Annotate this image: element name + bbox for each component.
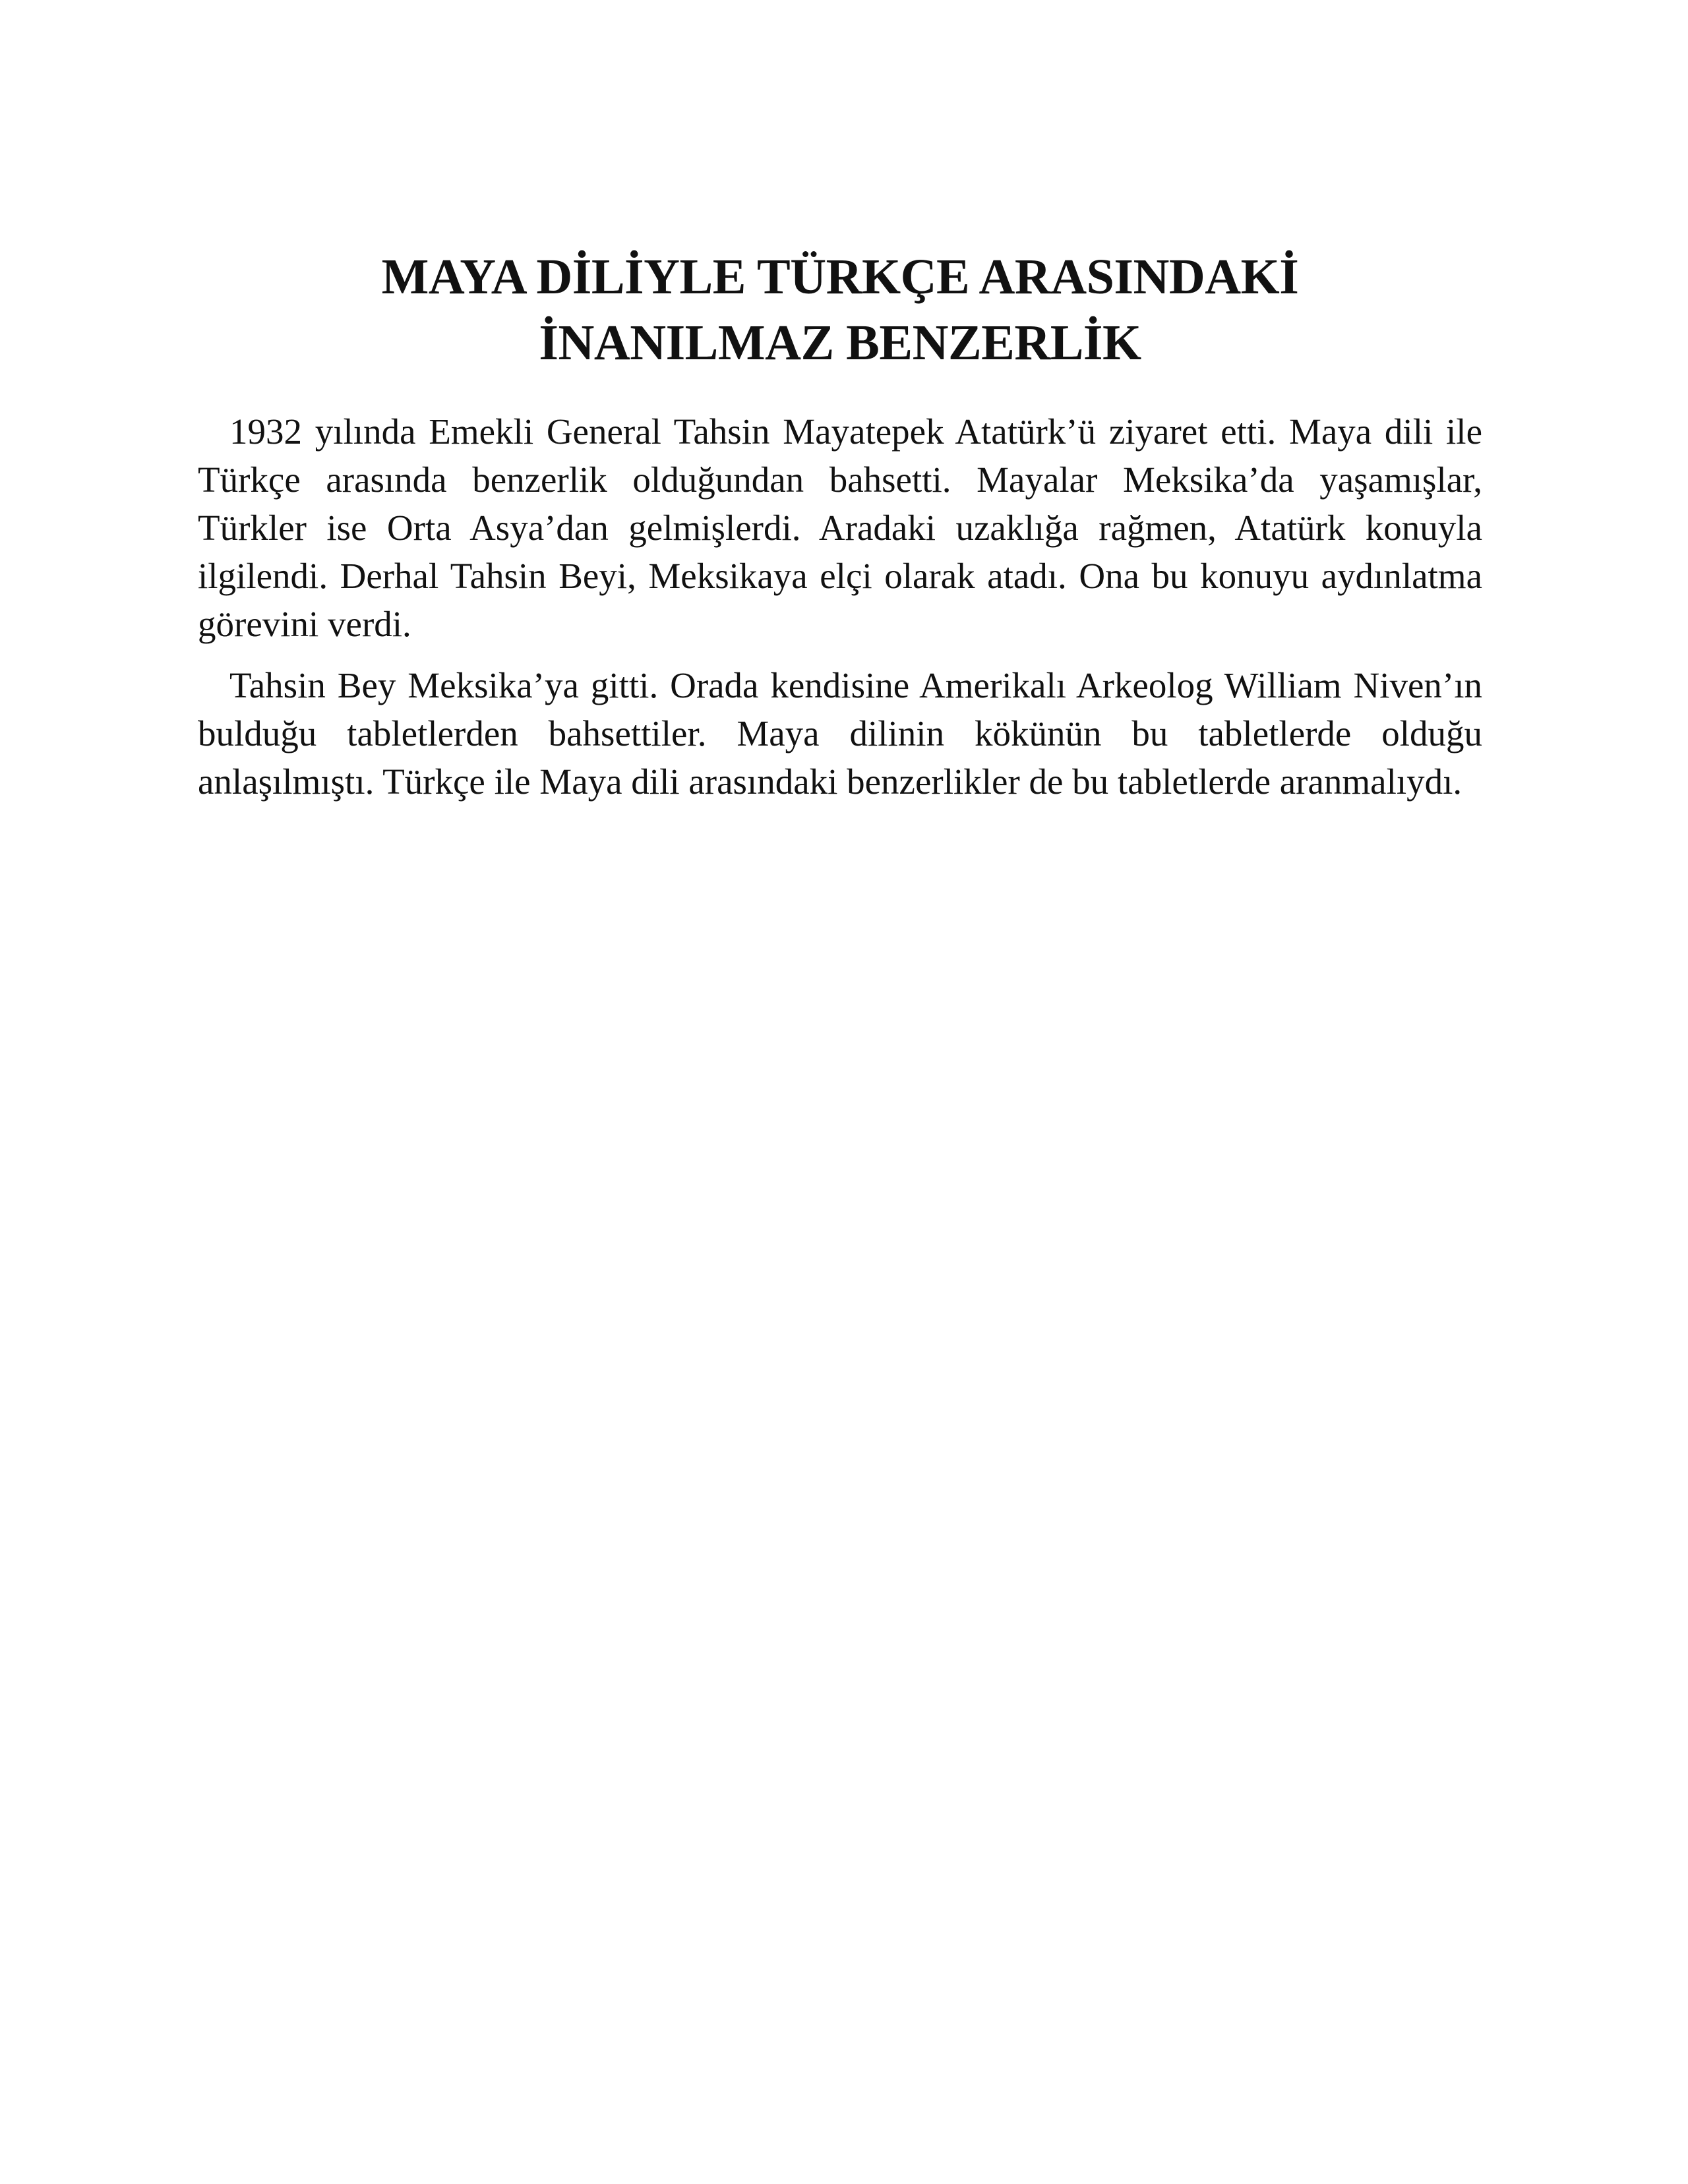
document-body <box>198 407 1482 806</box>
document-title <box>198 244 1482 376</box>
document-page <box>198 244 1482 819</box>
paragraph-2: Tahsin Bey Meksika’ya gitti. Orada kendisine Amerikalı Arkeolog William Niven’ın bulduğu tabletlerden bahsettiler. Maya dilinin kökünün bu tabletlerde olduğu anlaşılmıştı. Türkçe ile Maya dili arasındaki benzerlikler de bu tabletlerde aranmalıydı. <box>198 665 1482 802</box>
title-line-1: MAYA DİLİYLE TÜRKÇE ARASINDAKİ <box>381 249 1299 305</box>
paragraph-1: 1932 yılında Emekli General Tahsin Mayatepek Atatürk’ü ziyaret etti. Maya dili ile Türkçe arasında benzerlik olduğundan bahsetti. Mayalar Meksika’da yaşamışlar, Türkler ise Orta Asya’dan gelmişlerdi. Aradaki uzaklığa rağmen, Atatürk konuyla ilgilendi. Derhal Tahsin Beyi, Meksikaya elçi olarak atadı. Ona bu konuyu aydınlatma görevini verdi. <box>198 411 1482 644</box>
title-line-2: İNANILMAZ BENZERLİK <box>539 315 1141 370</box>
